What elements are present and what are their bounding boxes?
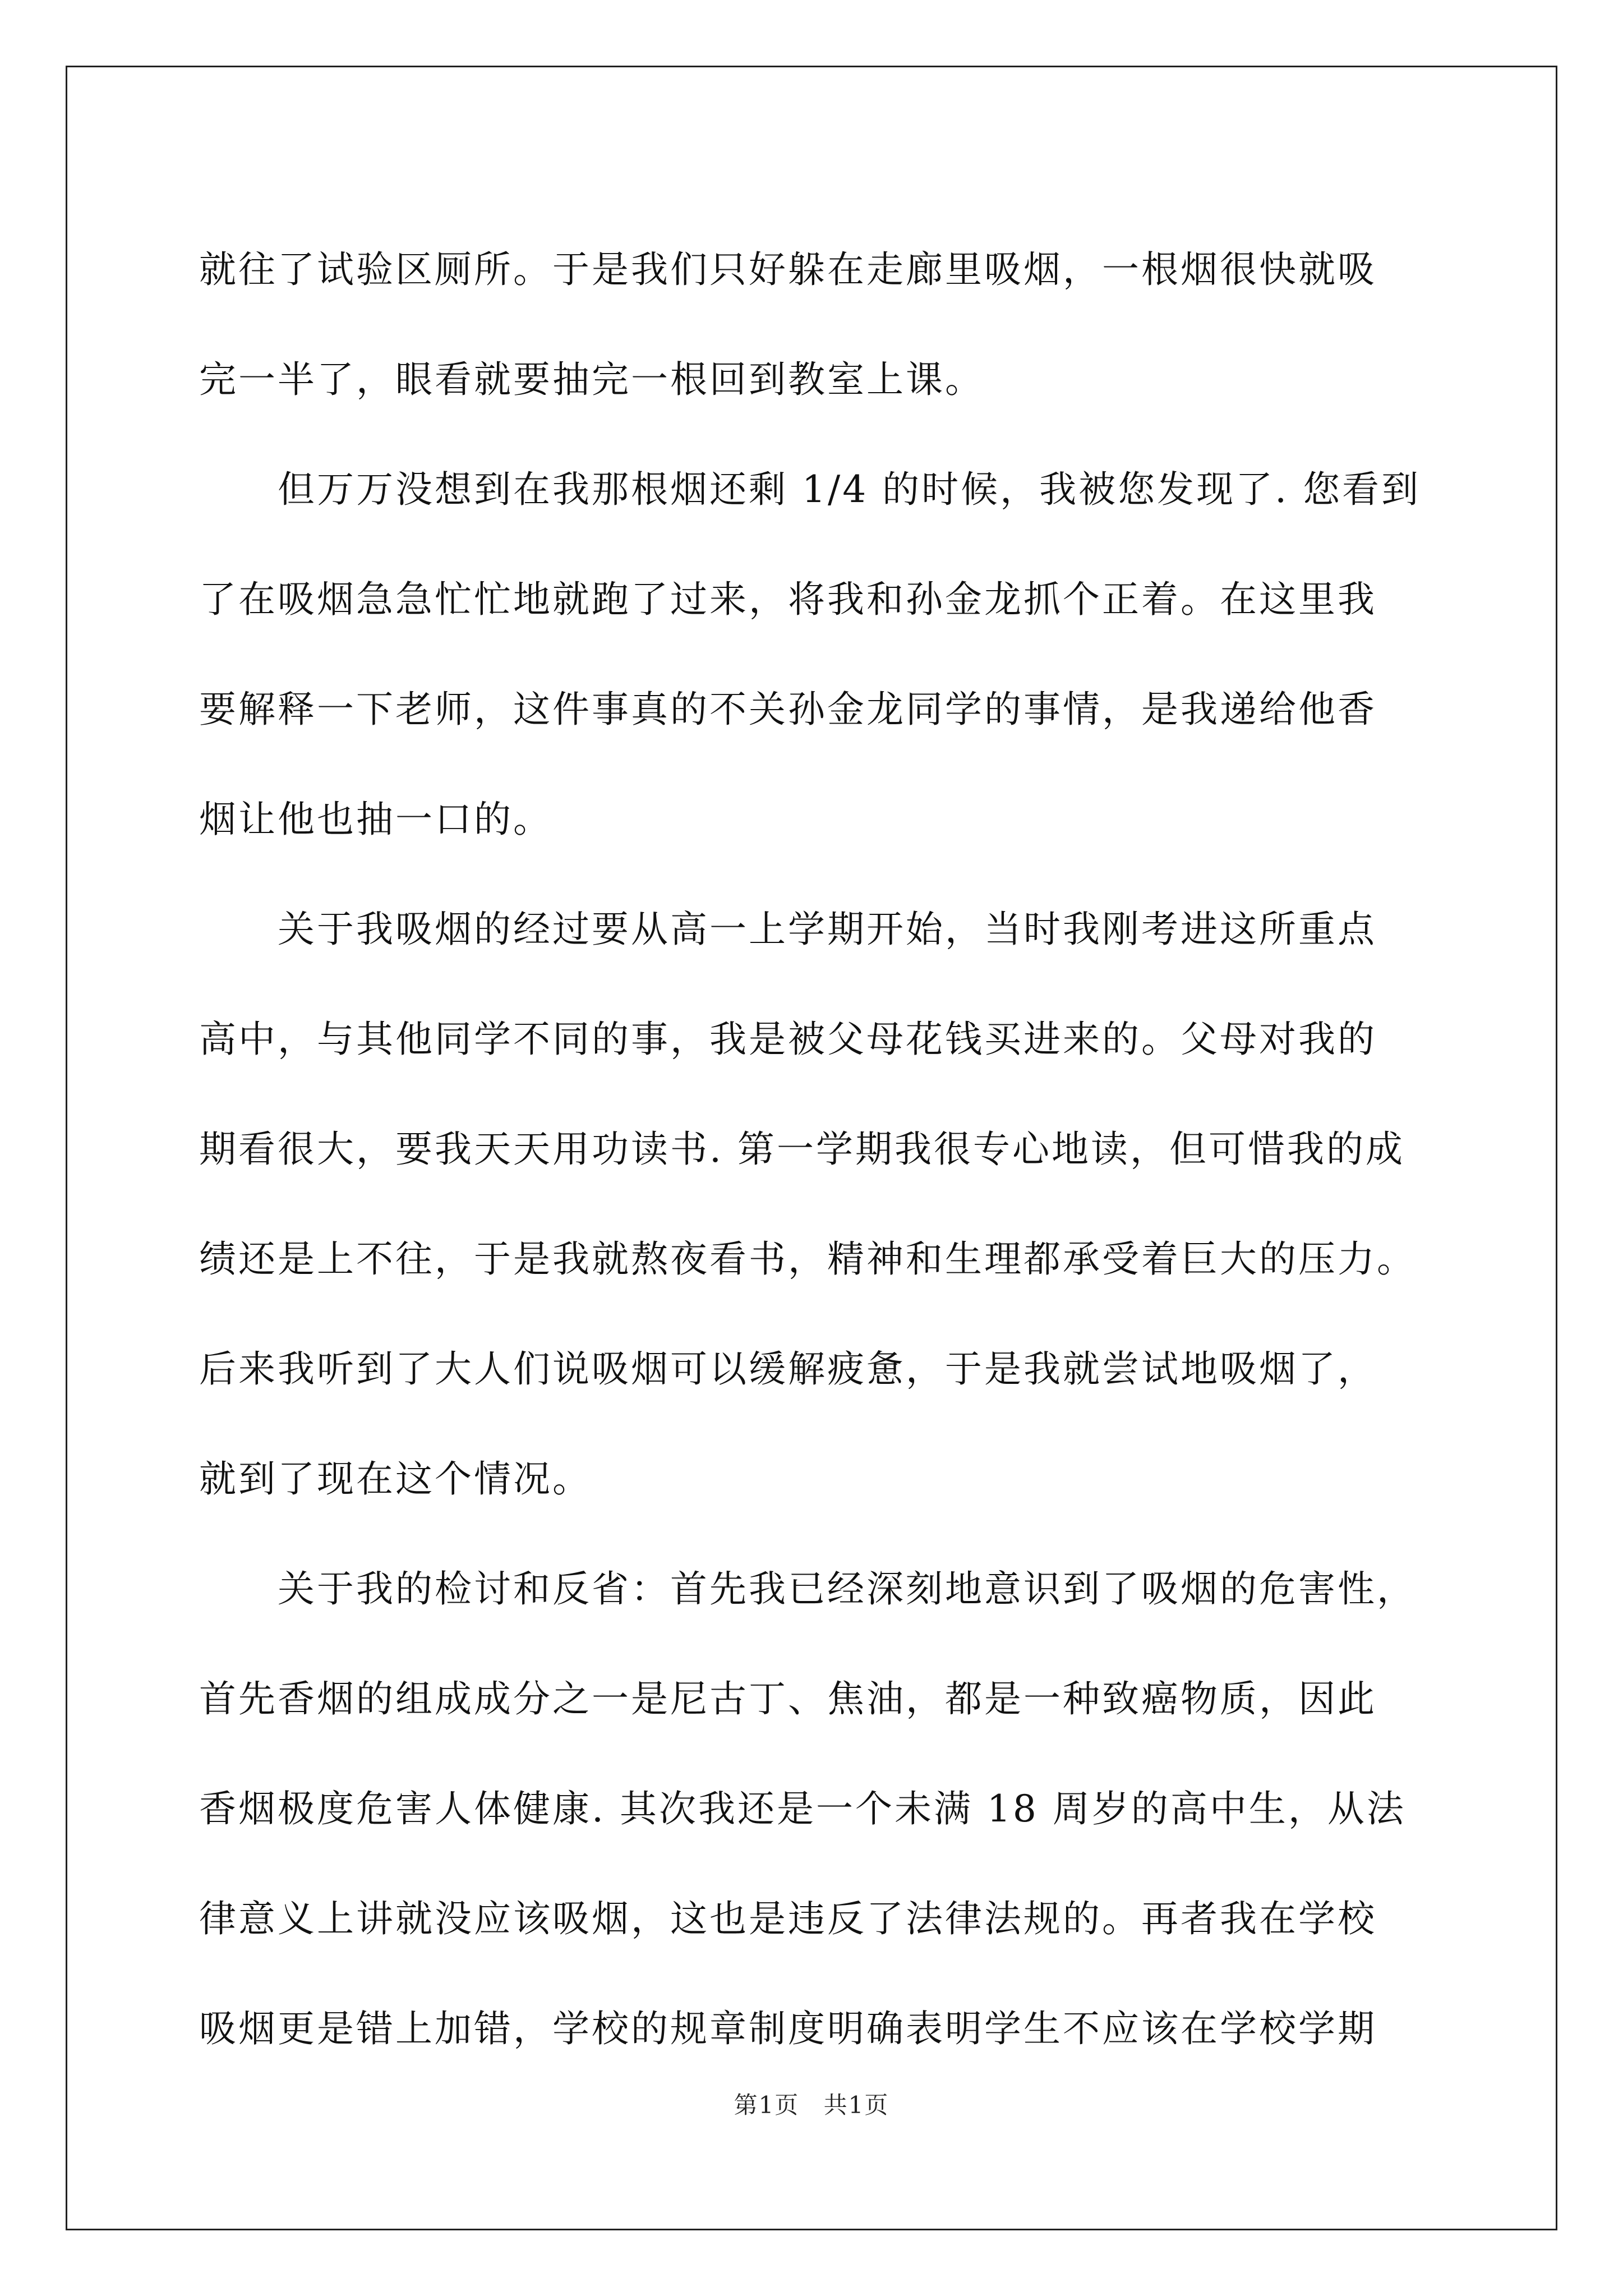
- text-line: 但万万没想到在我那根烟还剩 1/4 的时候，我被您发现了. 您看到: [199, 468, 1421, 511]
- page-number: 第1页: [734, 2091, 800, 2119]
- text-line: 绩还是上不往，于是我就熬夜看书，精神和生理都承受着巨大的压力。: [199, 1237, 1416, 1281]
- text-line: 要解释一下老师，这件事真的不关孙金龙同学的事情，是我递给他香: [199, 688, 1377, 731]
- document-body: [199, 215, 1422, 2084]
- text-line: 香烟极度危害人体健康. 其次我还是一个未满 18 周岁的高中生，从法: [199, 1787, 1406, 1830]
- text-line: 律意义上讲就没应该吸烟，这也是违反了法律法规的。再者我在学校: [199, 1897, 1377, 1940]
- text-line: 完一半了，眼看就要抽完一根回到教室上课。: [199, 358, 984, 401]
- text-line: 高中，与其他同学不同的事，我是被父母花钱买进来的。父母对我的: [199, 1018, 1377, 1061]
- text-line: 吸烟更是错上加错，学校的规章制度明确表明学生不应该在学校学期: [199, 2007, 1377, 2050]
- text-line: 后来我听到了大人们说吸烟可以缓解疲惫，于是我就尝试地吸烟了，: [199, 1347, 1377, 1391]
- text-line: 期看很大，要我天天用功读书. 第一学期我很专心地读，但可惜我的成: [199, 1128, 1405, 1171]
- text-line: 就到了现在这个情况。: [199, 1457, 592, 1501]
- text-line: 就往了试验区厕所。于是我们只好躲在走廊里吸烟，一根烟很快就吸: [199, 248, 1377, 291]
- page-footer: [0, 2087, 1623, 2120]
- text-line: 了在吸烟急急忙忙地就跑了过来，将我和孙金龙抓个正着。在这里我: [199, 578, 1377, 621]
- text-line: 关于我吸烟的经过要从高一上学期开始，当时我刚考进这所重点: [199, 908, 1377, 951]
- text-line: 烟让他也抽一口的。: [199, 798, 552, 841]
- page-total: 共1页: [823, 2091, 889, 2119]
- text-line: 关于我的检讨和反省：首先我已经深刻地意识到了吸烟的危害性，: [199, 1567, 1416, 1611]
- text-line: 首先香烟的组成成分之一是尼古丁、焦油，都是一种致癌物质，因此: [199, 1677, 1377, 1720]
